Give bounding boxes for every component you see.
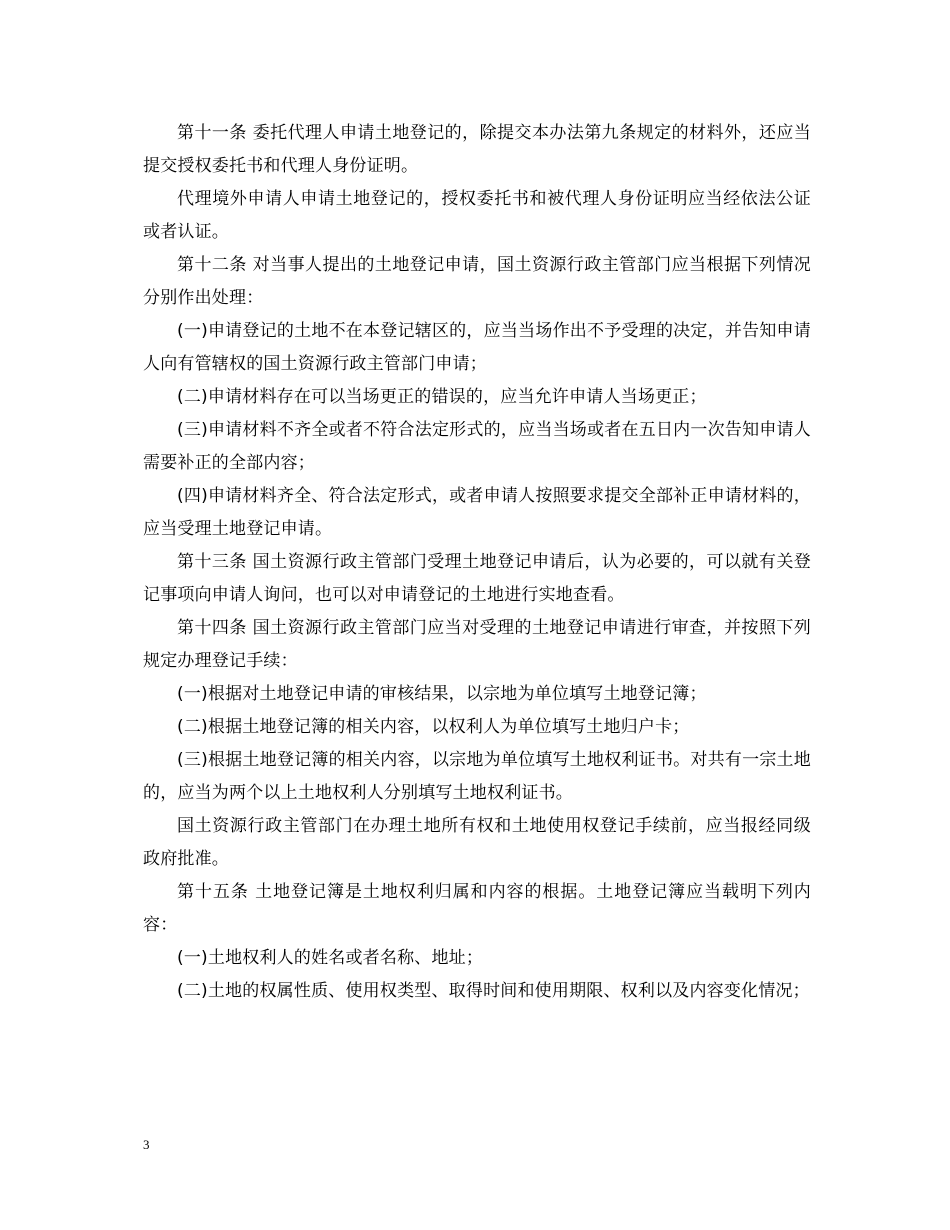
paragraph: (三)根据土地登记簿的相关内容，以宗地为单位填写土地权利证书。对共有一宗土地的，应当为两个以上土地权利人分别填写土地权利证书。 — [143, 750, 811, 803]
paragraph: (一)申请登记的土地不在本登记辖区的，应当当场作出不予受理的决定，并告知申请人向有管辖权的国土资源行政主管部门申请； — [143, 321, 811, 374]
paragraph: (二)申请材料存在可以当场更正的错误的，应当允许申请人当场更正； — [177, 387, 707, 407]
document-body — [143, 117, 811, 1008]
paragraph: (二)土地的权属性质、使用权类型、取得时间和使用期限、权利以及内容变化情况； — [177, 981, 810, 1001]
paragraph: 第十一条 委托代理人申请土地登记的，除提交本办法第九条规定的材料外，还应当提交授权委托书和代理人身份证明。 — [143, 123, 811, 176]
paragraph: 第十五条 土地登记簿是土地权利归属和内容的根据。土地登记簿应当载明下列内容： — [143, 882, 811, 935]
paragraph: (一)根据对土地登记申请的审核结果，以宗地为单位填写土地登记簿； — [177, 684, 707, 704]
paragraph: 第十二条 对当事人提出的土地登记申请，国土资源行政主管部门应当根据下列情况分别作出处理： — [143, 255, 811, 308]
paragraph: (四)申请材料齐全、符合法定形式，或者申请人按照要求提交全部补正申请材料的，应当受理土地登记申请。 — [143, 486, 811, 539]
paragraph: 第十四条 国土资源行政主管部门应当对受理的土地登记申请进行审查，并按照下列规定办理登记手续： — [143, 618, 811, 671]
page-number: 3 — [143, 1137, 150, 1152]
paragraph: (一)土地权利人的姓名或者名称、地址； — [177, 948, 484, 968]
paragraph: 国土资源行政主管部门在办理土地所有权和土地使用权登记手续前，应当报经同级政府批准。 — [143, 816, 811, 869]
paragraph: 第十三条 国土资源行政主管部门受理土地登记申请后，认为必要的，可以就有关登记事项向申请人询问，也可以对申请登记的土地进行实地查看。 — [143, 552, 811, 605]
paragraph: 代理境外申请人申请土地登记的，授权委托书和被代理人身份证明应当经依法公证或者认证。 — [143, 189, 811, 242]
paragraph: (三)申请材料不齐全或者不符合法定形式的，应当当场或者在五日内一次告知申请人需要补正的全部内容； — [143, 420, 811, 473]
paragraph: (二)根据土地登记簿的相关内容，以权利人为单位填写土地归户卡； — [177, 717, 690, 737]
